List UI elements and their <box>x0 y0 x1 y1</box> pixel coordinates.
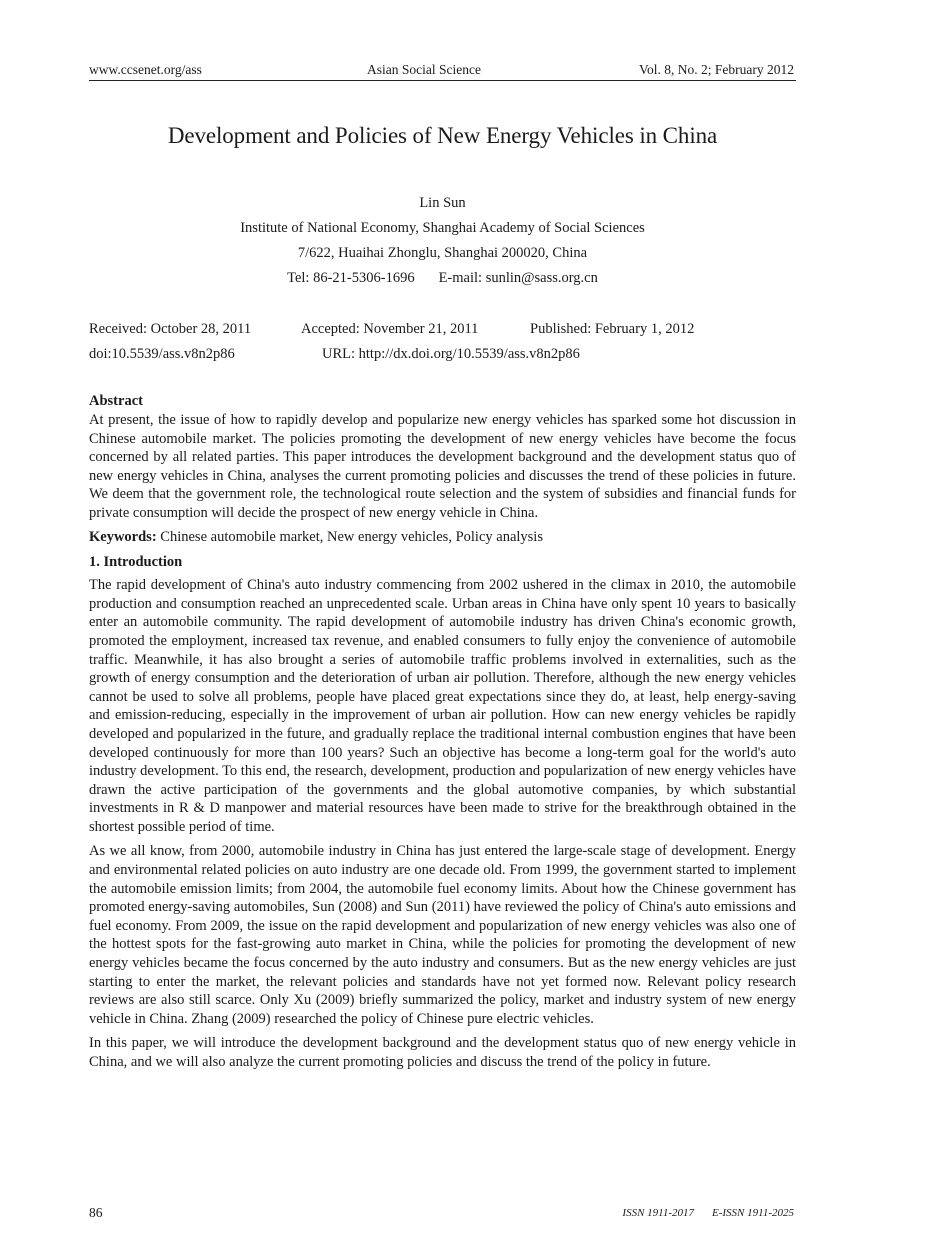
issn-line <box>622 1207 794 1219</box>
author-email[interactable]: E-mail: sunlin@sass.org.cn <box>438 270 598 286</box>
doi: doi:10.5539/ass.v8n2p86 <box>89 346 235 362</box>
abstract-heading: Abstract <box>89 393 143 409</box>
keywords-label: Keywords: <box>89 528 157 545</box>
keywords-text: Chinese automobile market, New energy vehicles, Policy analysis <box>160 528 543 545</box>
contact-line <box>89 266 796 291</box>
paragraph: As we all know, from 2000, automobile industry in China has just entered the large-scale stage of development. Energy and environmental related policies on auto industry are one decade old. From 1999, the government started to implement the automobile emission limits; from 2004, the automobile fuel economy limits. About how the Chinese government has promoted energy-saving automobiles, Sun (2008) and Sun (2011) have reviewed the policy of China's auto emissions and fuel economy. From 2009, the issue on the rapid development and popularization of new energy vehicles was also one of the hottest spots for the fast-growing auto market in China, while the policies for promoting the development of new energy vehicles became the focus concerned by the auto industry and consumers. But as the new energy vehicles are just starting to enter the market, the relevant policies and standards have not yet formed now. Relevant policy research reviews are also still scarce. Only Xu (2009) briefly summarized the policy, market and industry system of new energy vehicle in China. Zhang (2009) researched the policy of Chinese pure electric vehicles. <box>89 843 796 1027</box>
abstract-text: At present, the issue of how to rapidly develop and popularize new energy vehicles has sparked some hot discussion in Chinese automobile market. The policies promoting the development of new energy vehicles have become the focus concerned by all related parties. This paper introduces the development background and the development status quo of new energy vehicles in China, analyses the current promoting policies and discusses the trend of these policies in future. We deem that the government role, the technological route selection and the system of subsidies and financial funds for private consumption will decide the prospect of new energy vehicle in China. <box>89 412 796 521</box>
author-affiliation: Institute of National Economy, Shanghai Academy of Social Sciences <box>240 220 645 236</box>
volume-issue: Vol. 8, No. 2; February 2012 <box>639 62 794 77</box>
eissn: E-ISSN 1911-2025 <box>712 1207 794 1219</box>
author-block <box>89 191 796 291</box>
paper-title: Development and Policies of New Energy Vehicles in China <box>167 123 718 148</box>
paragraph: In this paper, we will introduce the development background and the development status quo of new energy vehicle in China, and we will also analyze the current promoting policies and discuss the trend of the policy in future. <box>89 1035 796 1070</box>
doi-url[interactable]: URL: http://dx.doi.org/10.5539/ass.v8n2p86 <box>322 346 580 362</box>
journal-name: Asian Social Science <box>367 62 481 77</box>
issn: ISSN 1911-2017 <box>622 1207 695 1219</box>
received-date: Received: October 28, 2011 <box>89 321 252 337</box>
publication-info <box>89 317 796 367</box>
keywords <box>89 528 796 547</box>
page-number: 86 <box>89 1205 103 1220</box>
published-date: Published: February 1, 2012 <box>530 321 695 337</box>
author-tel: Tel: 86-21-5306-1696 <box>287 270 415 286</box>
accepted-date: Accepted: November 21, 2011 <box>301 321 479 337</box>
running-header <box>89 62 796 81</box>
author-address: 7/622, Huaihai Zhonglu, Shanghai 200020, China <box>297 245 588 261</box>
author-name: Lin Sun <box>419 195 466 211</box>
paper-body <box>89 391 796 1072</box>
journal-url[interactable]: www.ccsenet.org/ass <box>89 62 202 77</box>
page-footer <box>89 1205 796 1221</box>
section-heading: 1. Introduction <box>89 554 183 571</box>
paragraph: The rapid development of China's auto industry commencing from 2002 ushered in the climax in 2010, the automobile production and consumption reached an unprecedented scale. Urban areas in China have only spent 10 years to basically enter an automobile community. The rapid development of automobile industry has driven China's economic growth, promoted the employment, increased tax revenue, and enabled consumers to fully enjoy the convenience of automobile traffic. Meanwhile, it has also brought a series of automobile traffic problems involved in externalities, such as the growth of energy consumption and the deterioration of urban air pollution. Therefore, although the new energy vehicles cannot be used to solve all problems, people have placed great expectations since they do, at least, help energy-saving and emission-reducing, especially in the improvement of urban air pollution. How can new energy vehicles be rapidly developed and popularized in the future, and gradually replace the traditional internal combustion engines that have been developed continuously for more than 100 years? Such an objective has become a long-term goal for the world's auto industry development. To this end, the research, development, production and popularization of new energy vehicles have drawn the active participation of the governments and the global automotive companies, by which substantial investments in R & D manpower and material resources have been made to strive for the breakthrough obtained in the shortest possible period of time. <box>89 577 796 835</box>
